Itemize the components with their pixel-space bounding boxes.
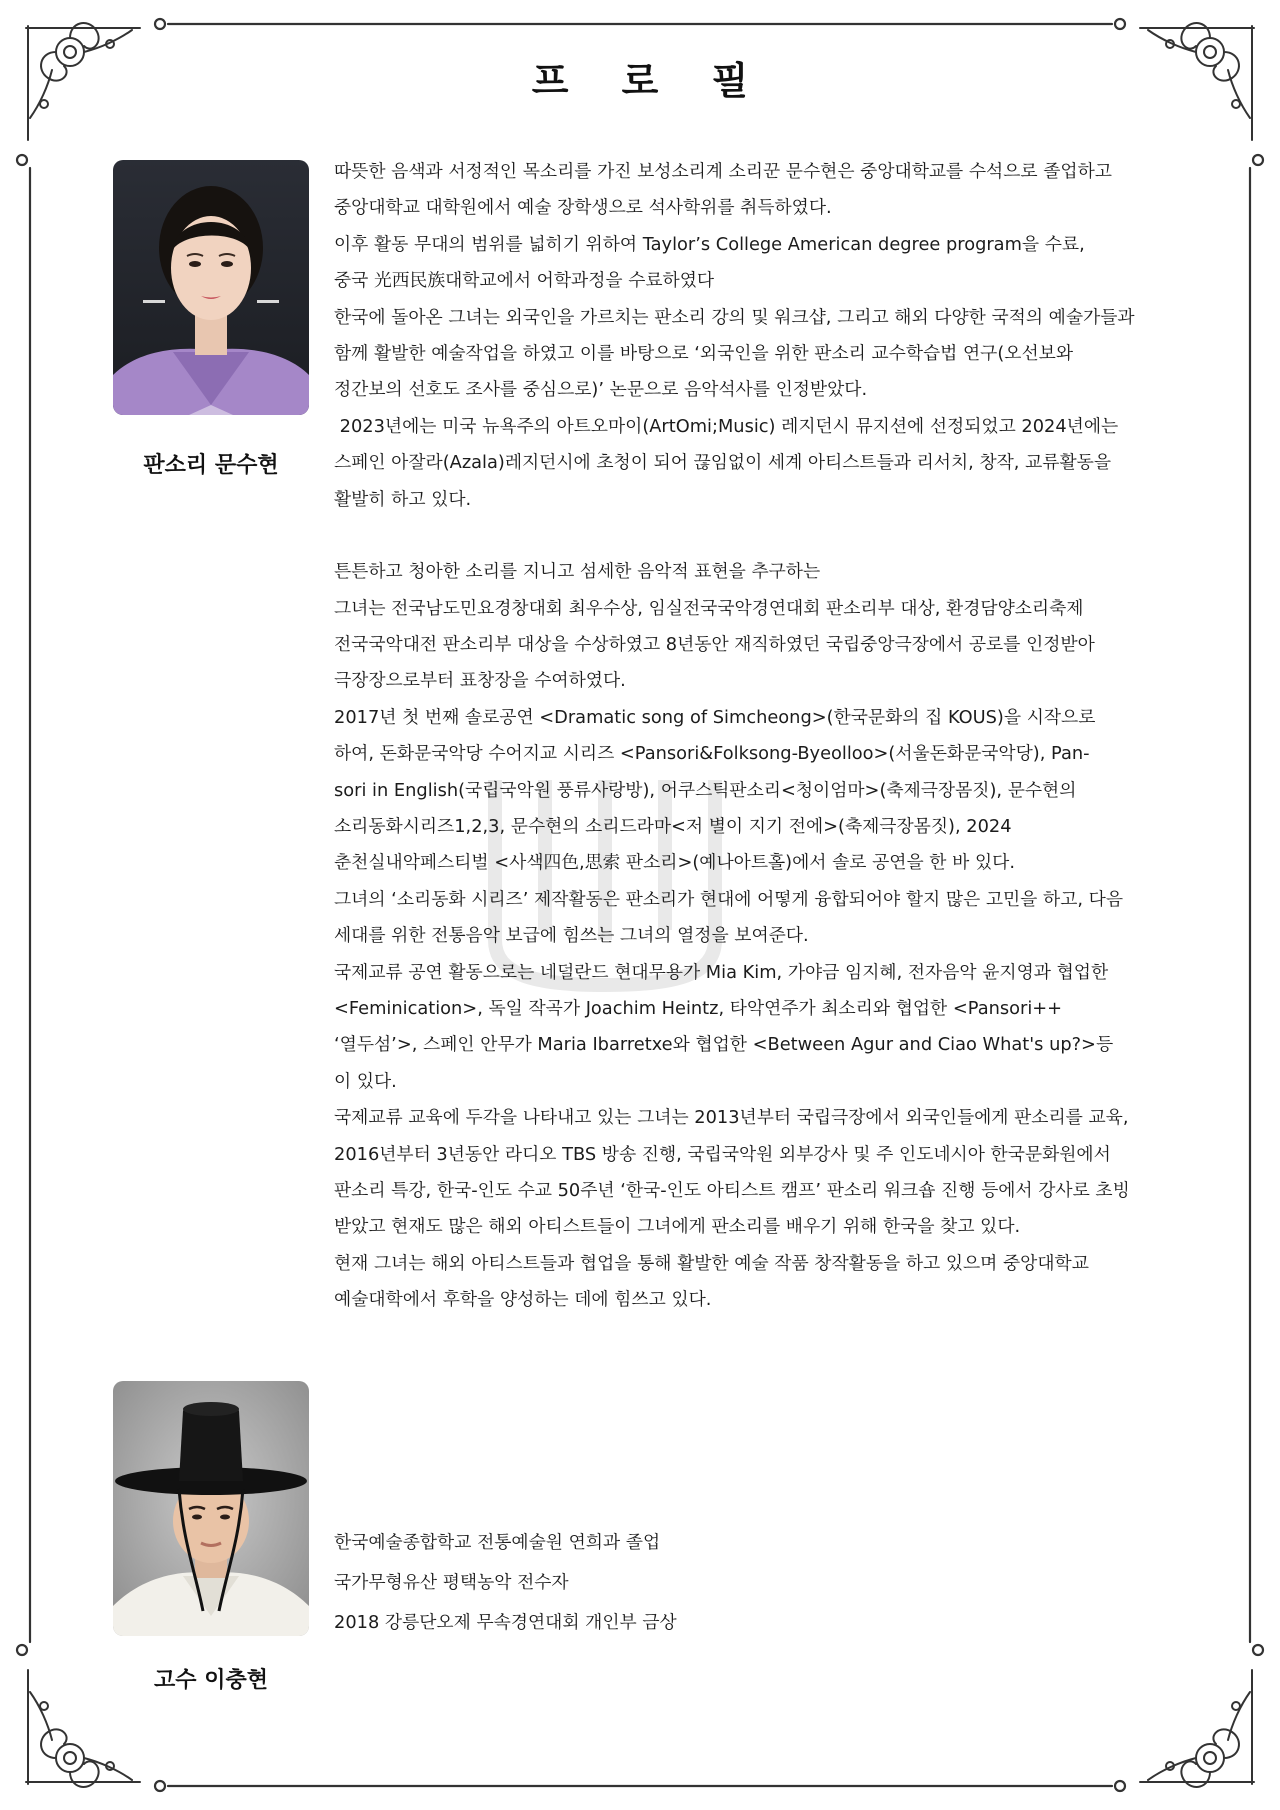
performer-photo-lee-choonghyun bbox=[113, 1381, 309, 1636]
bio-line: 중앙대학교 대학원에서 예술 장학생으로 석사학위를 취득하였다. bbox=[334, 197, 832, 219]
corner-flourish-bottom-right bbox=[1140, 1670, 1254, 1787]
bio-line: 소리동화시리즈1,2,3, 문수현의 소리드라마<저 별이 지기 전에>(축제극장몸짓), 2024 bbox=[334, 816, 1012, 838]
bio-line: 2018 강릉단오제 무속경연대회 개인부 금상 bbox=[334, 1612, 677, 1633]
performer-photo-moon-suhyun bbox=[113, 160, 309, 415]
performer-bio-moon-suhyun bbox=[334, 154, 1226, 1319]
bio-line: 이후 활동 무대의 범위를 넓히기 위하여 Taylor’s College American degree program을 수료, bbox=[334, 233, 1085, 255]
performer-name: 판소리 문수현 bbox=[143, 453, 279, 478]
bio-line: 한국에 돌아온 그녀는 외국인을 가르치는 판소리 강의 및 워크샵, 그리고 해외 다양한 국적의 예술가들과 bbox=[334, 306, 1135, 328]
bio-line: 이 있다. bbox=[334, 1070, 397, 1092]
bio-line: 국제교류 공연 활동으로는 네덜란드 현대무용가 Mia Kim, 가야금 임지혜, 전자음악 윤지영과 협업한 bbox=[334, 961, 1109, 983]
bio-line: 중국 光西民族대학교에서 어학과정을 수료하였다 bbox=[334, 270, 715, 292]
bio-line: 극장장으로부터 표창장을 수여하였다. bbox=[334, 670, 626, 692]
bio-line: 춘천실내악페스티벌 <사색四色,思索 판소리>(예나아트홀)에서 솔로 공연을 한 바 있다. bbox=[334, 852, 1015, 874]
bio-line: 예술대학에서 후학을 양성하는 데에 힘쓰고 있다. bbox=[334, 1289, 712, 1311]
bio-blank-line bbox=[334, 518, 1226, 554]
bio-line: 2017년 첫 번째 솔로공연 <Dramatic song of Simcheong>(한국문화의 집 KOUS)을 시작으로 bbox=[334, 706, 1096, 728]
bio-line: 한국예술종합학교 전통예술원 연희과 졸업 bbox=[334, 1532, 661, 1553]
bio-line: 2023년에는 미국 뉴욕주의 아트오마이(ArtOmi;Music) 레지던시 뮤지션에 선정되었고 2024년에는 bbox=[334, 415, 1119, 437]
bio-line: 정간보의 선호도 조사를 중심으로)’ 논문으로 음악석사를 인정받았다. bbox=[334, 379, 868, 401]
bio-line: 국제교류 교육에 두각을 나타내고 있는 그녀는 2013년부터 국립극장에서 외국인들에게 판소리를 교육, bbox=[334, 1107, 1129, 1129]
bio-line: 판소리 특강, 한국-인도 수교 50주년 ‘한국-인도 아티스트 캠프’ 판소리 워크숍 진행 등에서 강사로 초빙 bbox=[334, 1179, 1130, 1201]
bio-line: 튼튼하고 청아한 소리를 지니고 섬세한 음악적 표현을 추구하는 bbox=[334, 561, 821, 583]
bio-line: 따뜻한 음색과 서정적인 목소리를 가진 보성소리계 소리꾼 문수현은 중앙대학교를 수석으로 졸업하고 bbox=[334, 161, 1112, 182]
performer-bio-lee-choonghyun bbox=[334, 1523, 1226, 1643]
page-title: 프 로 필 bbox=[531, 59, 769, 103]
bio-line: <Feminication>, 독일 작곡가 Joachim Heintz, 타악연주가 최소리와 협업한 <Pansori++ bbox=[334, 997, 1063, 1019]
bio-line: 현재 그녀는 해외 아티스트들과 협업을 통해 활발한 예술 작품 창작활동을 하고 있으며 중앙대학교 bbox=[334, 1252, 1089, 1274]
performer-name: 고수 이충현 bbox=[154, 1668, 268, 1693]
bio-line: 스페인 아잘라(Azala)레지던시에 초청이 되어 끊임없이 세계 아티스트들과 리서치, 창작, 교류활동을 bbox=[334, 452, 1111, 474]
bio-line: 그녀의 ‘소리동화 시리즈’ 제작활동은 판소리가 현대에 어떻게 융합되어야 할지 많은 고민을 하고, 다음 bbox=[334, 888, 1124, 910]
bio-line: 전국국악대전 판소리부 대상을 수상하였고 8년동안 재직하였던 국립중앙극장에서 공로를 인정받아 bbox=[334, 634, 1095, 656]
bio-line: 함께 활발한 예술작업을 하였고 이를 바탕으로 ‘외국인을 위한 판소리 교수학습법 연구(오선보와 bbox=[334, 342, 1074, 364]
bio-line: ‘열두섬’>, 스페인 안무가 Maria Ibarretxe와 협업한 <Between Agur and Ciao What's up?>등 bbox=[334, 1034, 1114, 1056]
portrait-woman-hanbok-icon bbox=[113, 160, 309, 415]
bio-line: 세대를 위한 전통음악 보급에 힘쓰는 그녀의 열정을 보여준다. bbox=[334, 925, 809, 947]
bio-line: 2016년부터 3년동안 라디오 TBS 방송 진행, 국립국악원 외부강사 및 주 인도네시아 한국문화원에서 bbox=[334, 1143, 1111, 1165]
portrait-man-gat-icon bbox=[113, 1381, 309, 1636]
bio-line: 활발히 하고 있다. bbox=[334, 488, 472, 510]
bio-line: 받았고 현재도 많은 해외 아티스트들이 그녀에게 판소리를 배우기 위해 한국을 찾고 있다. bbox=[334, 1216, 1021, 1238]
bio-line: sori in English(국립국악원 풍류사랑방), 어쿠스틱판소리<청이엄마>(축제극장몸짓), 문수현의 bbox=[334, 779, 1077, 801]
bio-line: 국가무형유산 평택농악 전수자 bbox=[334, 1572, 569, 1593]
bio-line: 그녀는 전국남도민요경창대회 최우수상, 임실전국국악경연대회 판소리부 대상, 환경담양소리축제 bbox=[334, 597, 1084, 619]
bio-line: 하여, 돈화문국악당 수어지교 시리즈 <Pansori&Folksong-Byeolloo>(서울돈화문국악당), Pan- bbox=[334, 743, 1090, 765]
